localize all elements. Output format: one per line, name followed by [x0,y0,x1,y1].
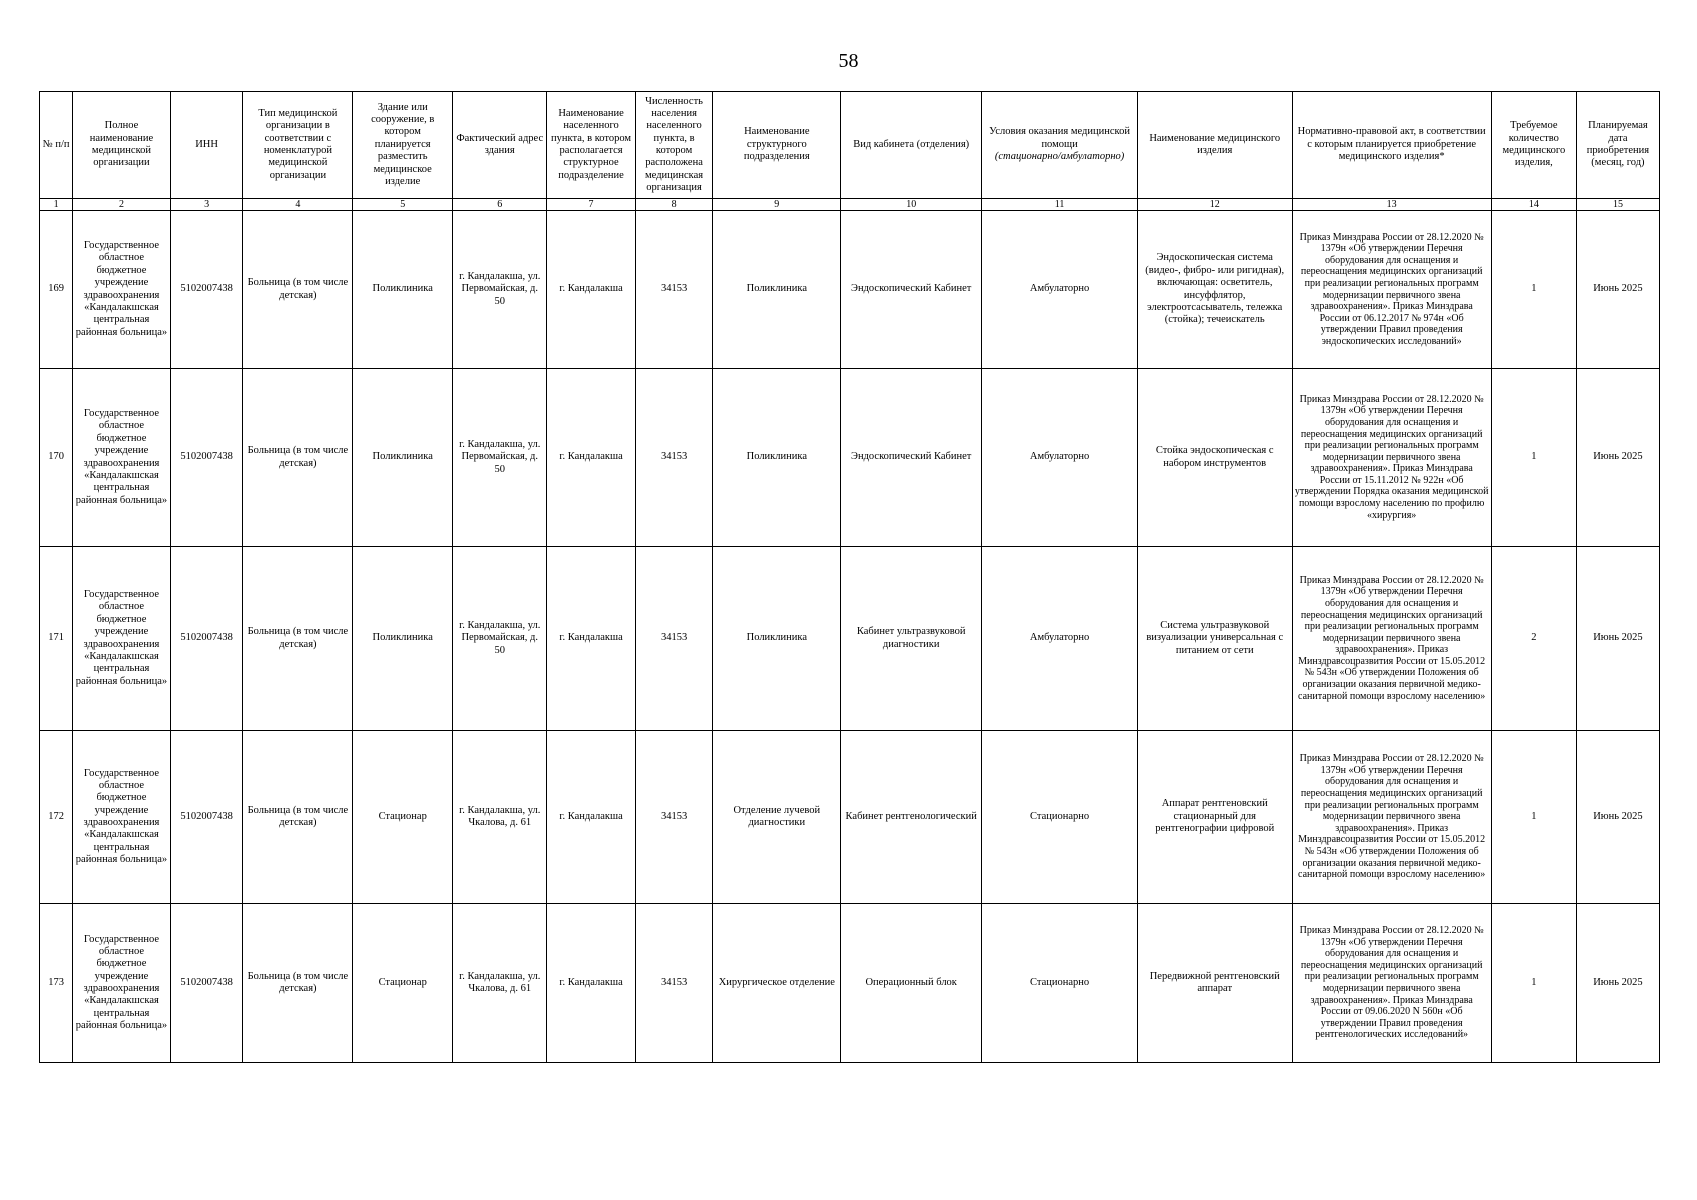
cell-quantity: 1 [1491,211,1576,369]
column-number: 13 [1292,199,1491,211]
cell-subdivision: Поликлиника [713,369,841,547]
table-row [40,547,1660,731]
column-number: 8 [635,199,713,211]
column-number: 5 [353,199,453,211]
column-number: 15 [1576,199,1659,211]
cell-planned-date: Июнь 2025 [1576,211,1659,369]
header-cell-cabinet-type: Вид кабинета (отделения) [841,92,982,199]
column-number: 1 [40,199,73,211]
header-cell-inn: ИНН [170,92,243,199]
column-number: 7 [547,199,635,211]
header-cell-locality: Наименование населенного пункта, в котором располагается структурное подразделение [547,92,635,199]
cell-address: г. Кандалакша, ул. Первомайская, д. 50 [453,369,547,547]
cell-legal-act: Приказ Минздрава России от 28.12.2020 № 1379н «Об утверждении Перечня оборудования для оснащения и переоснащения медицинских организаций при реализации региональных программ модернизации первичного звена здравоохранения». Приказ Минздрава России от 09.06.2020 N 560н «Об утверждении Правил проведения рентгенологических исследований» [1292,904,1491,1063]
header-cell-planned-date: Планируемая дата приобретения (месяц, год) [1576,92,1659,199]
cell-subdivision: Хирургическое отделение [713,904,841,1063]
cell-population: 34153 [635,731,713,904]
column-number: 6 [453,199,547,211]
table-row [40,904,1660,1063]
column-number: 14 [1491,199,1576,211]
cell-population: 34153 [635,369,713,547]
header-cell-org-name: Полное наименование медицинской организации [73,92,171,199]
header-cell-subdivision: Наименование структурного подразделения [713,92,841,199]
page-number: 58 [838,50,859,72]
cell-device-name: Эндоскопическая система (видео-, фибро- или ригидная), включающая: осветитель, инсуффлятор, электроотсасыватель, тележка (стойка); течеискатель [1137,211,1292,369]
header-cell-quantity: Требуемое количество медицинского изделия, [1491,92,1576,199]
cell-row-number: 169 [40,211,73,369]
cell-address: г. Кандалакша, ул. Чкалова, д. 61 [453,731,547,904]
header-cell-building: Здание или сооружение, в котором планируется разместить медицинское изделие [353,92,453,199]
column-number: 2 [73,199,171,211]
cell-device-name: Аппарат рентгеновский стационарный для рентгенографии цифровой [1137,731,1292,904]
cell-locality: г. Кандалакша [547,211,635,369]
cell-org-name: Государственное областное бюджетное учреждение здравоохранения «Кандалакшская центральная районная больница» [73,731,171,904]
cell-inn: 5102007438 [170,904,243,1063]
cell-org-type: Больница (в том числе детская) [243,211,353,369]
header-cell-number: № п/п [40,92,73,199]
cell-locality: г. Кандалакша [547,547,635,731]
column-number: 9 [713,199,841,211]
cell-cabinet-type: Эндоскопический Кабинет [841,211,982,369]
cell-row-number: 172 [40,731,73,904]
cell-conditions: Стационарно [982,904,1138,1063]
cell-device-name: Передвижной рентгеновский аппарат [1137,904,1292,1063]
cell-device-name: Система ультразвуковой визуализации универсальная с питанием от сети [1137,547,1292,731]
cell-org-type: Больница (в том числе детская) [243,547,353,731]
cell-inn: 5102007438 [170,211,243,369]
cell-legal-act: Приказ Минздрава России от 28.12.2020 № 1379н «Об утверждении Перечня оборудования для оснащения и переоснащения медицинских организаций при реализации региональных программ модернизации первичного звена здравоохранения». Приказ Минздрава России от 15.11.2012 № 922н «Об утверждении Порядка оказания медицинской помощи взрослому населению по профилю «хирургия» [1292,369,1491,547]
header-cell-population: Численность населения населенного пункта, в котором расположена медицинская организация [635,92,713,199]
cell-org-name: Государственное областное бюджетное учреждение здравоохранения «Кандалакшская центральная районная больница» [73,547,171,731]
cell-locality: г. Кандалакша [547,731,635,904]
cell-inn: 5102007438 [170,731,243,904]
cell-subdivision: Поликлиника [713,547,841,731]
cell-device-name: Стойка эндоскопическая с набором инструментов [1137,369,1292,547]
equipment-table [39,91,1660,1063]
cell-locality: г. Кандалакша [547,369,635,547]
cell-inn: 5102007438 [170,547,243,731]
cell-conditions: Амбулаторно [982,369,1138,547]
cell-cabinet-type: Эндоскопический Кабинет [841,369,982,547]
cell-org-name: Государственное областное бюджетное учреждение здравоохранения «Кандалакшская центральная районная больница» [73,904,171,1063]
header-cell-device-name: Наименование медицинского изделия [1137,92,1292,199]
table-row [40,211,1660,369]
column-number: 4 [243,199,353,211]
cell-org-name: Государственное областное бюджетное учреждение здравоохранения «Кандалакшская центральная районная больница» [73,211,171,369]
header-row [40,92,1660,199]
cell-address: г. Кандалакша, ул. Первомайская, д. 50 [453,211,547,369]
cell-building: Стационар [353,731,453,904]
table-row [40,369,1660,547]
header-cell-org-type: Тип медицинской организации в соответствии с номенклатурой медицинской организации [243,92,353,199]
column-number: 10 [841,199,982,211]
cell-locality: г. Кандалакша [547,904,635,1063]
cell-org-name: Государственное областное бюджетное учреждение здравоохранения «Кандалакшская центральная районная больница» [73,369,171,547]
header-cell-address: Фактический адрес здания [453,92,547,199]
cell-row-number: 171 [40,547,73,731]
cell-cabinet-type: Кабинет ультразвуковой диагностики [841,547,982,731]
cell-row-number: 173 [40,904,73,1063]
cell-subdivision: Отделение лучевой диагностики [713,731,841,904]
column-number: 11 [982,199,1138,211]
cell-quantity: 1 [1491,731,1576,904]
cell-population: 34153 [635,211,713,369]
cell-building: Поликлиника [353,547,453,731]
column-number: 3 [170,199,243,211]
table-row [40,731,1660,904]
header-cell-legal-act: Нормативно-правовой акт, в соответствии с которым планируется приобретение медицинского изделия* [1292,92,1491,199]
cell-quantity: 2 [1491,547,1576,731]
cell-planned-date: Июнь 2025 [1576,904,1659,1063]
cell-quantity: 1 [1491,904,1576,1063]
column-number-row [40,199,1660,211]
cell-org-type: Больница (в том числе детская) [243,731,353,904]
cell-planned-date: Июнь 2025 [1576,547,1659,731]
cell-planned-date: Июнь 2025 [1576,369,1659,547]
column-number: 12 [1137,199,1292,211]
cell-cabinet-type: Операционный блок [841,904,982,1063]
header-cell-conditions [982,92,1138,199]
cell-address: г. Кандалакша, ул. Чкалова, д. 61 [453,904,547,1063]
cell-building: Поликлиника [353,369,453,547]
cell-conditions: Стационарно [982,731,1138,904]
cell-conditions: Амбулаторно [982,547,1138,731]
cell-conditions: Амбулаторно [982,211,1138,369]
cell-cabinet-type: Кабинет рентгенологический [841,731,982,904]
cell-quantity: 1 [1491,369,1576,547]
header-conditions-note: (стационарно/амбулаторно) [994,151,1125,163]
cell-legal-act: Приказ Минздрава России от 28.12.2020 № 1379н «Об утверждении Перечня оборудования для оснащения и переоснащения медицинских организаций при реализации региональных программ модернизации первичного звена здравоохранения». Приказ Минздрава России от 06.12.2017 № 974н «Об утверждении Правил проведения эндоскопических исследований» [1292,211,1491,369]
cell-row-number: 170 [40,369,73,547]
cell-legal-act: Приказ Минздрава России от 28.12.2020 № 1379н «Об утверждении Перечня оборудования для оснащения и переоснащения медицинских организаций при реализации региональных программ модернизации первичного звена здравоохранения». Приказ Минздравсоцразвития России от 15.05.2012 № 543н «Об утверждении Положения об организации оказания первичной медико-санитарной помощи взрослому населению» [1292,547,1491,731]
cell-building: Поликлиника [353,211,453,369]
cell-inn: 5102007438 [170,369,243,547]
cell-org-type: Больница (в том числе детская) [243,904,353,1063]
cell-legal-act: Приказ Минздрава России от 28.12.2020 № 1379н «Об утверждении Перечня оборудования для оснащения и переоснащения медицинских организаций при реализации региональных программ модернизации первичного звена здравоохранения». Приказ Минздравсоцразвития России от 15.05.2012 № 543н «Об утверждении Положения об организации оказания первичной медико-санитарной помощи взрослому населению» [1292,731,1491,904]
cell-building: Стационар [353,904,453,1063]
cell-population: 34153 [635,904,713,1063]
cell-address: г. Кандалакша, ул. Первомайская, д. 50 [453,547,547,731]
cell-planned-date: Июнь 2025 [1576,731,1659,904]
cell-org-type: Больница (в том числе детская) [243,369,353,547]
header-conditions-label: Условия оказания медицинской помощи [989,126,1130,150]
cell-population: 34153 [635,547,713,731]
cell-subdivision: Поликлиника [713,211,841,369]
